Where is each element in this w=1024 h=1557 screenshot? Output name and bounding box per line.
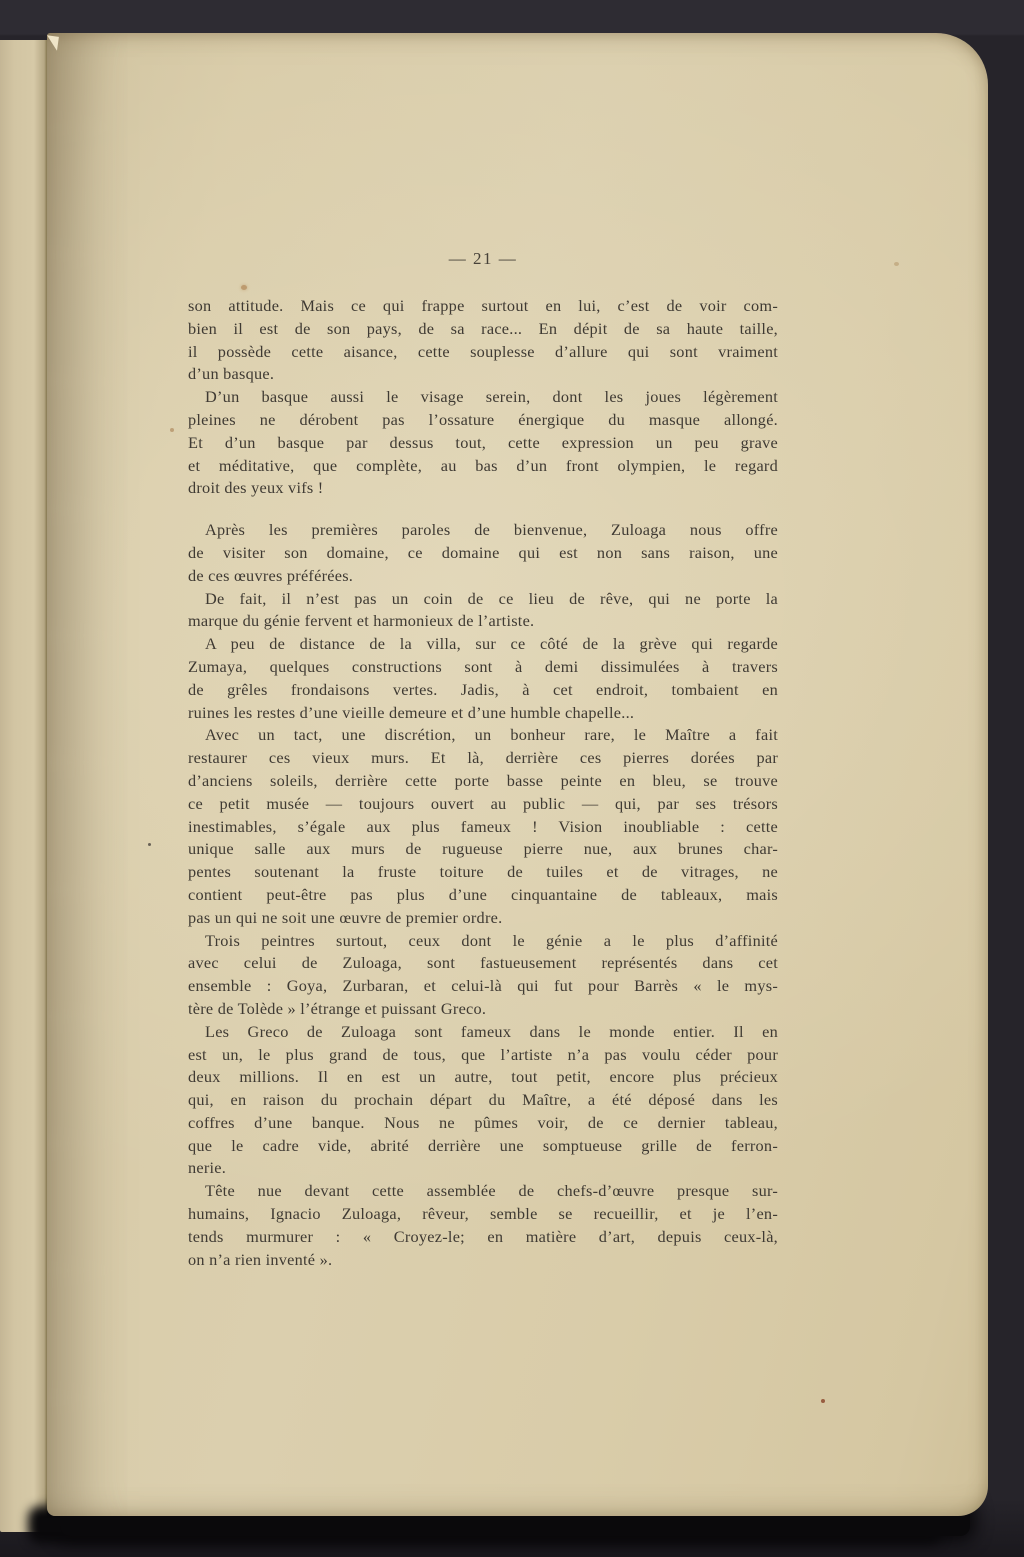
paper-stain [170, 428, 174, 432]
text-line: bien il est de son pays, de sa race... En dépit de sa haute taille, [188, 318, 778, 338]
text-line: humains, Ignacio Zuloaga, rêveur, semble se recueillir, et je l’en- [188, 1204, 778, 1224]
text-line: tends murmurer : « Croyez-le; en matière d’art, depuis ceux-là, [188, 1226, 778, 1246]
page-corner-fold [45, 35, 59, 51]
text-line: pas un qui ne soit une œuvre de premier ordre. [188, 907, 503, 927]
text-line: Tête nue devant cette assemblée de chefs-d’œuvre presque sur- [205, 1181, 778, 1201]
text-line: nerie. [188, 1158, 227, 1178]
paragraph [188, 724, 778, 929]
text-line: d’un basque. [188, 364, 275, 384]
paragraph [188, 1180, 778, 1271]
text-line: Les Greco de Zuloaga sont fameux dans le monde entier. Il en [205, 1021, 778, 1041]
text-line: D’un basque aussi le visage serein, dont les joues légèrement [205, 387, 778, 407]
paragraph [188, 1021, 778, 1181]
text-line: ensemble : Goya, Zurbaran, et celui-là qui fut pour Barrès « le mys- [188, 976, 778, 996]
text-line: qui, en raison du prochain départ du Maître, a été déposé dans les [188, 1090, 778, 1110]
paragraph [188, 633, 778, 724]
text-line: droit des yeux vifs ! [188, 478, 324, 498]
text-line: ce petit musée — toujours ouvert au public — qui, par ses trésors [188, 793, 778, 813]
paper-stain [894, 262, 899, 266]
ink-speck [148, 843, 151, 846]
text-line: son attitude. Mais ce qui frappe surtout en lui, c’est de voir com- [188, 296, 778, 315]
paper-stain [821, 1399, 825, 1403]
paragraph [188, 519, 778, 587]
text-line: avec celui de Zuloaga, sont fastueusement représentés dans cet [188, 953, 778, 973]
text-line: d’anciens soleils, derrière cette porte basse peinte en bleu, se trouve [188, 770, 778, 790]
text-line: De fait, il n’est pas un coin de ce lieu de rêve, qui ne porte la [205, 588, 778, 608]
text-line: de ces œuvres préférées. [188, 565, 354, 585]
text-line: marque du génie fervent et harmonieux de l’artiste. [188, 611, 535, 631]
text-line: Zumaya, quelques constructions sont à demi dissimulées à travers [188, 656, 778, 676]
text-line: et méditative, que complète, au bas d’un front olympien, le regard [188, 455, 778, 475]
text-line: A peu de distance de la villa, sur ce côté de la grève qui regarde [205, 634, 778, 654]
page-text [188, 295, 778, 1271]
text-line: pentes soutenant la fruste toiture de tuiles et de vitrages, ne [188, 862, 778, 882]
text-line: unique salle aux murs de rugueuse pierre nue, aux brunes char- [188, 839, 778, 859]
paragraph [188, 386, 778, 500]
text-line: contient peut-être pas plus d’une cinquantaine de tableaux, mais [188, 884, 778, 904]
text-line: on n’a rien inventé ». [188, 1249, 333, 1269]
text-line: de grêles frondaisons vertes. Jadis, à cet endroit, tombaient en [188, 679, 778, 699]
text-line: Et d’un basque par dessus tout, cette expression un peu grave [188, 432, 778, 452]
text-line: deux millions. Il en est un autre, tout petit, encore plus précieux [188, 1067, 778, 1087]
text-line: restaurer ces vieux murs. Et là, derrière ces pierres dorées par [188, 748, 778, 768]
text-line: coffres d’une banque. Nous ne pûmes voir, de ce dernier tableau, [188, 1112, 778, 1132]
adjacent-page-edge [0, 40, 47, 1532]
page-content [188, 249, 778, 1271]
paragraph [188, 588, 778, 634]
text-line: Après les premières paroles de bienvenue, Zuloaga nous offre [205, 520, 778, 540]
text-line: de visiter son domaine, ce domaine qui est non sans raison, une [188, 542, 778, 562]
text-line: tère de Tolède » l’étrange et puissant Greco. [188, 998, 487, 1018]
text-line: inestimables, s’égale aux plus fameux ! Vision inoubliable : cette [188, 816, 778, 836]
text-line: Avec un tact, une discrétion, un bonheur rare, le Maître a fait [205, 725, 778, 745]
text-line: est un, le plus grand de tous, que l’artiste n’a pas voulu céder pour [188, 1044, 778, 1064]
page-number: — 21 — [448, 249, 518, 268]
text-line: il possède cette aisance, cette souplesse d’allure qui sont vraiment [188, 341, 778, 361]
text-line: pleines ne dérobent pas l’ossature énergique du masque allongé. [188, 409, 778, 429]
text-line: que le cadre vide, abrité derrière une somptueuse grille de ferron- [188, 1135, 778, 1155]
paragraph [188, 930, 778, 1021]
text-line: ruines les restes d’une vieille demeure et d’une humble chapelle... [188, 702, 635, 722]
text-line: Trois peintres surtout, ceux dont le génie a le plus d’affinité [205, 930, 778, 950]
paragraph [188, 295, 778, 386]
